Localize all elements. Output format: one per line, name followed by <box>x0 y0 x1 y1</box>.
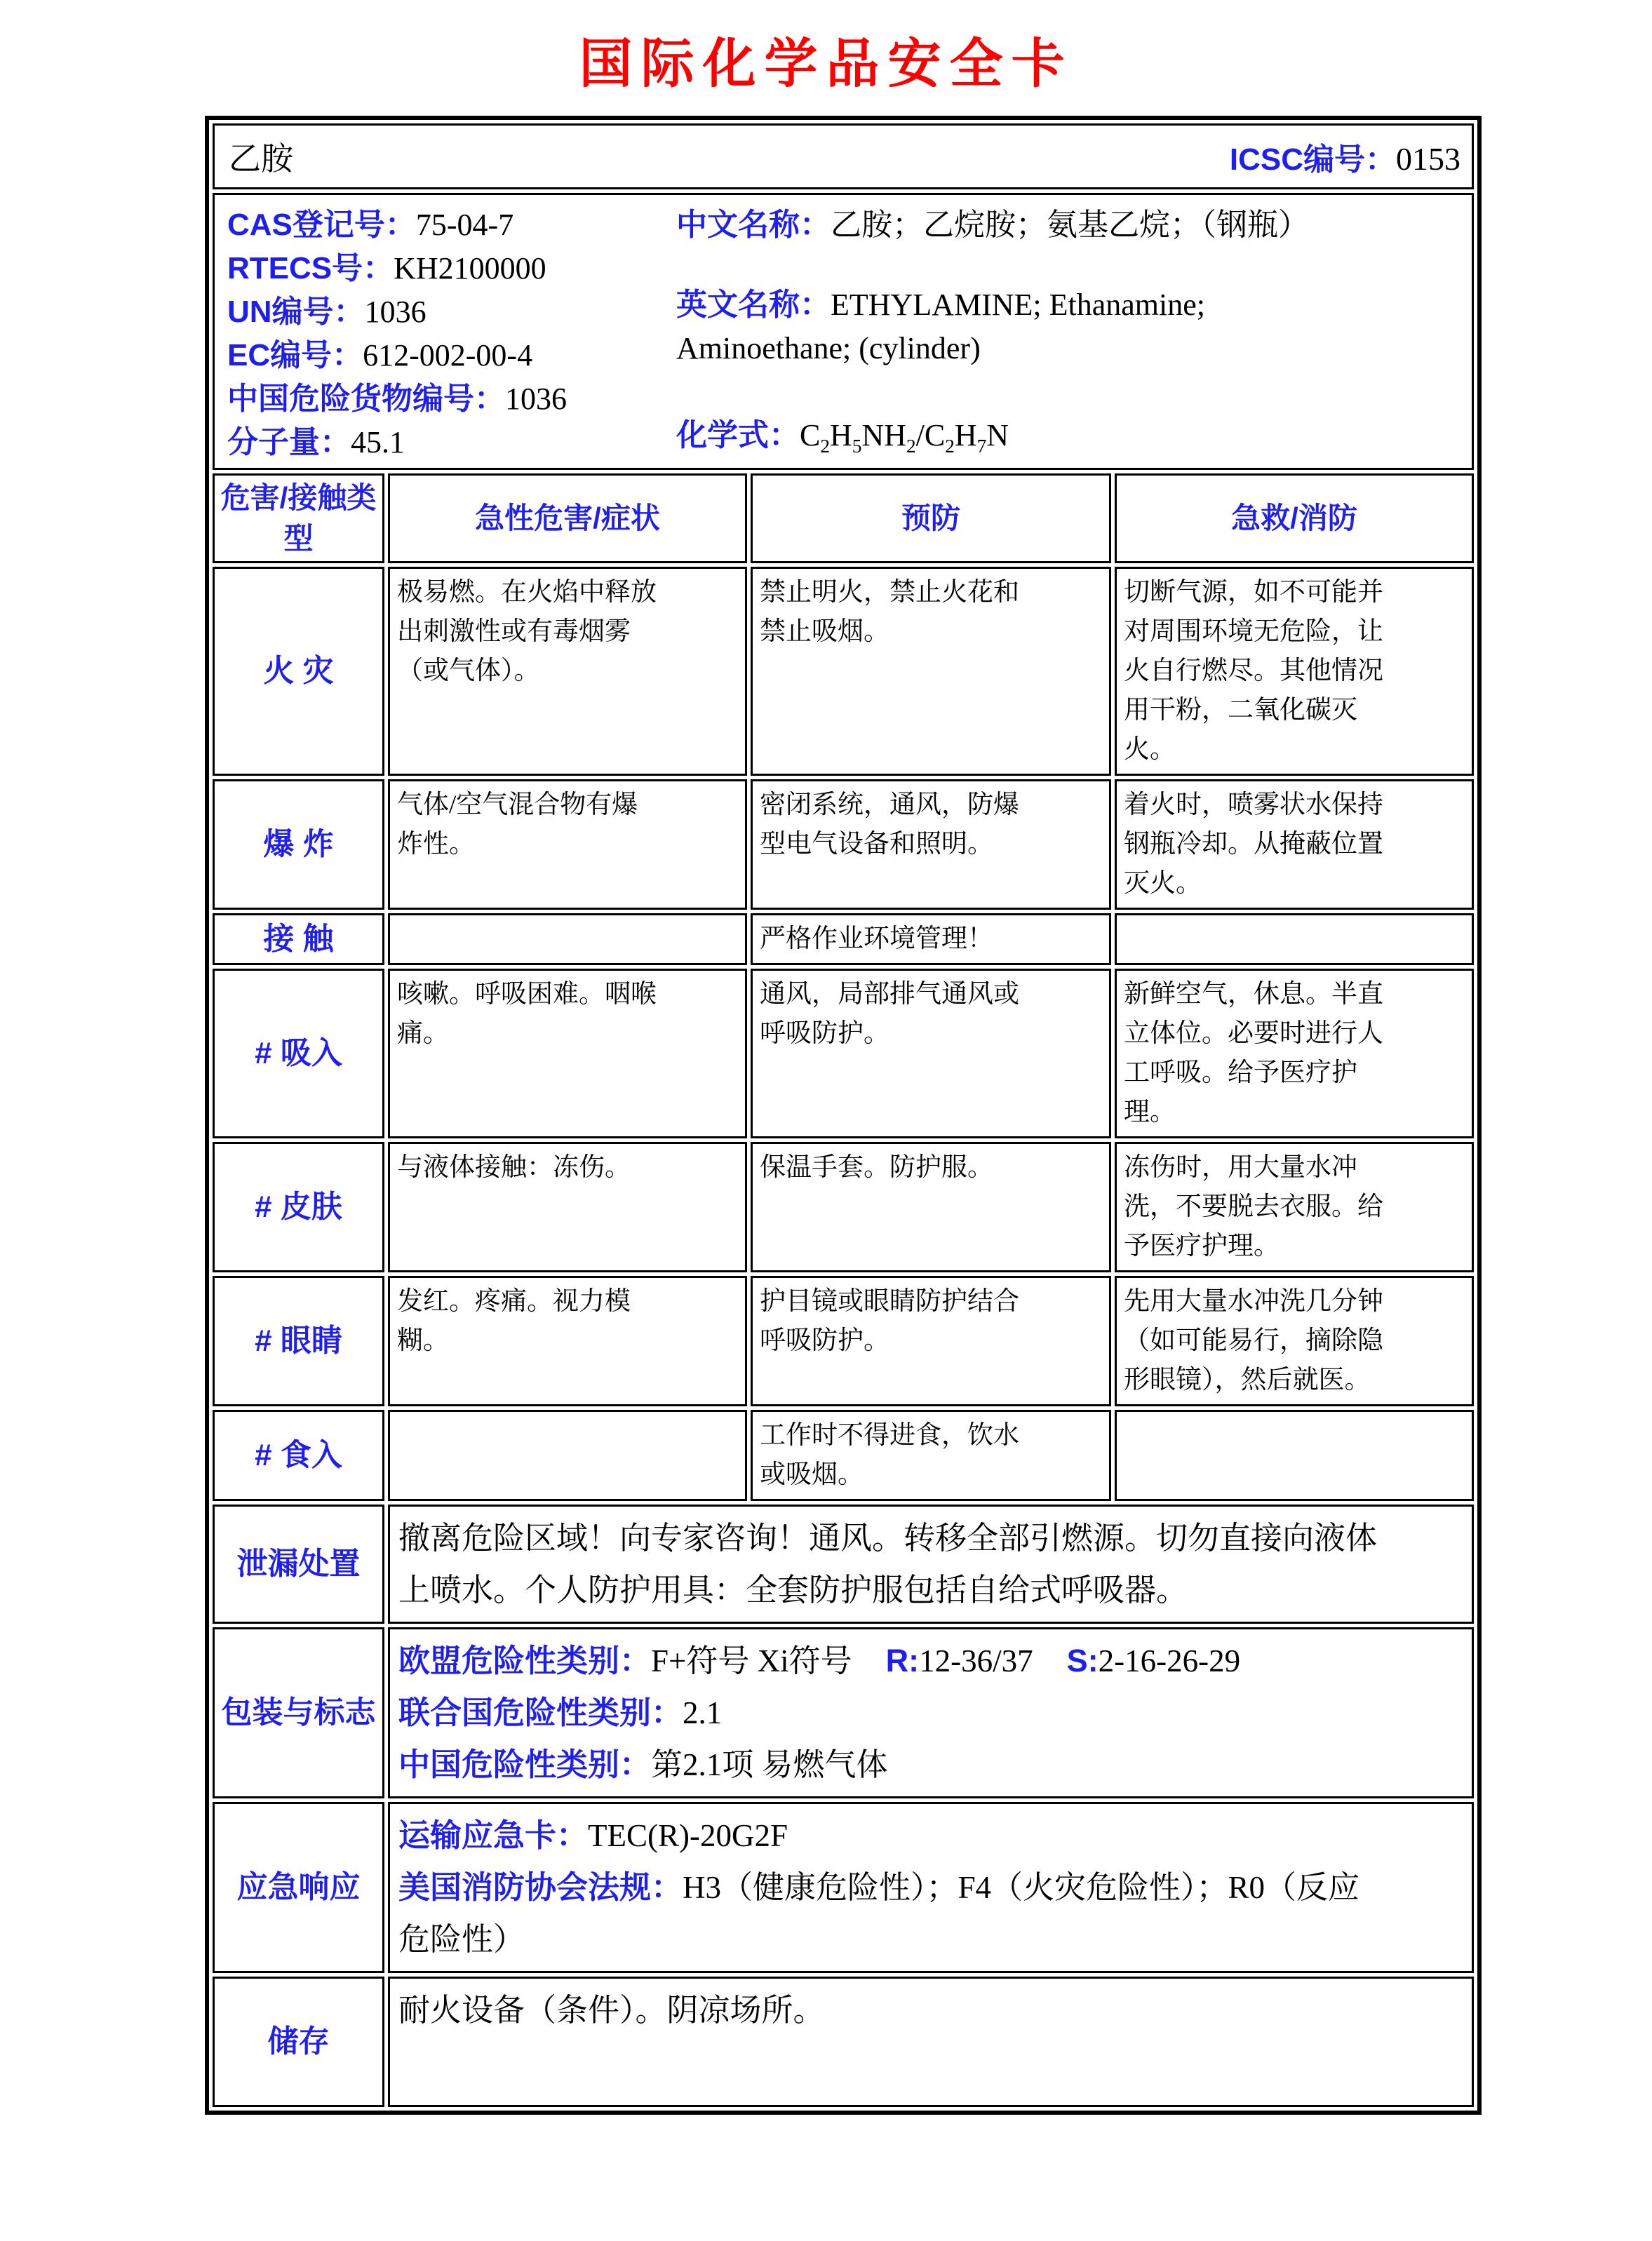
column-header-symptoms: 急性危害/症状 <box>388 473 747 563</box>
contact-prevention: 严格作业环境管理！ <box>751 913 1111 965</box>
registry-numbers <box>227 203 676 468</box>
explosion-response: 着火时，喷雾状水保持钢瓶冷却。从掩蔽位置灭火。 <box>1115 779 1474 910</box>
ingestion-symptoms <box>388 1410 747 1501</box>
row-label-explosion: 爆 炸 <box>213 779 384 910</box>
hazard-row-contact <box>213 913 1474 965</box>
eyes-response: 先用大量水冲洗几分钟（如可能易行，摘除隐形眼镜），然后就医。 <box>1115 1276 1474 1406</box>
rtecs-number-line: RTECS号：KH2100000 <box>227 251 546 285</box>
row-label-inhalation: # 吸入 <box>213 969 384 1138</box>
page-title: 国际化学品安全卡 <box>579 32 1073 95</box>
un-number-line: UN编号：1036 <box>227 295 427 329</box>
row-label-emergency: 应急响应 <box>213 1802 384 1973</box>
skin-symptoms: 与液体接触：冻伤。 <box>388 1142 747 1272</box>
icsc-card-table <box>205 116 1482 2115</box>
hazard-row-eyes <box>213 1276 1474 1406</box>
english-name-line2: Aminoethane; (cylinder) <box>676 331 981 365</box>
ingestion-response <box>1115 1410 1474 1501</box>
inhalation-symptoms: 咳嗽。呼吸困难。咽喉痛。 <box>388 969 747 1138</box>
row-label-fire: 火 灾 <box>213 567 384 776</box>
hazard-table-header-row <box>213 473 1474 563</box>
row-label-storage: 储存 <box>213 1977 384 2107</box>
column-header-prevention: 预防 <box>751 473 1111 563</box>
s-phrases-label: S: <box>1066 1642 1099 1678</box>
hazard-row-ingestion <box>213 1410 1474 1501</box>
fire-response: 切断气源，如不可能并对周围环境无危险，让火自行燃尽。其他情况用干粉，二氧化碳灭火。 <box>1115 567 1474 776</box>
emergency-response-row <box>213 1802 1474 1973</box>
nfpa-code-line: 美国消防协会法规：H3（健康危险性）；F4（火灾危险性）；R0（反应危险性） <box>398 1869 1360 1957</box>
hazard-row-inhalation <box>213 969 1474 1138</box>
eyes-symptoms: 发红。疼痛。视力模糊。 <box>388 1276 747 1406</box>
hazard-row-explosion <box>213 779 1474 910</box>
chemical-formula-label: 化学式： <box>676 418 800 452</box>
substance-name: 乙胺 <box>229 141 293 177</box>
ingestion-prevention: 工作时不得进食，饮水或吸烟。 <box>751 1410 1111 1501</box>
china-hazard-class-line: 中国危险性类别：第2.1项 易燃气体 <box>398 1746 888 1782</box>
skin-prevention: 保温手套。防护服。 <box>751 1142 1111 1272</box>
packaging-row <box>213 1627 1474 1798</box>
spillage-text: 撤离危险区域！向专家咨询！通风。转移全部引燃源。切勿直接向液体上喷水。个人防护用具：全套防护服包括自给式呼吸器。 <box>388 1505 1474 1624</box>
un-hazard-class-line: 联合国危险性类别：2.1 <box>398 1694 723 1730</box>
china-dg-number-line: 中国危险货物编号：1036 <box>227 382 567 416</box>
icsc-number-value: 0153 <box>1396 141 1460 177</box>
column-header-firstaid: 急救/消防 <box>1115 473 1474 563</box>
icsc-page <box>0 21 1652 2241</box>
row-label-eyes: # 眼睛 <box>213 1276 384 1406</box>
names-and-formula <box>676 203 1434 468</box>
skin-response: 冻伤时，用大量水冲洗，不要脱去衣服。给予医疗护理。 <box>1115 1142 1474 1272</box>
eyes-prevention: 护目镜或眼睛防护结合呼吸防护。 <box>751 1276 1111 1406</box>
chinese-name-line: 中文名称：乙胺；乙烷胺；氨基乙烷；（钢瓶） <box>676 208 1309 242</box>
hazard-row-skin <box>213 1142 1474 1272</box>
column-header-hazard-type: 危害/接触类型 <box>213 473 384 563</box>
chemical-formula-value: $C_2H_5NH_2/C_2H_7N$ <box>800 418 1009 457</box>
s-phrases-value: 2-16-26-29 <box>1098 1643 1241 1678</box>
explosion-prevention: 密闭系统，通风，防爆型电气设备和照明。 <box>751 779 1111 910</box>
identification-row <box>213 193 1474 470</box>
row-label-skin: # 皮肤 <box>213 1142 384 1272</box>
explosion-symptoms: 气体/空气混合物有爆炸性。 <box>388 779 747 910</box>
r-phrases-label: R: <box>885 1642 920 1678</box>
icsc-number-label: ICSC编号： <box>1229 142 1396 177</box>
fire-symptoms: 极易燃。在火焰中释放出刺激性或有毒烟雾（或气体）。 <box>388 567 747 776</box>
contact-symptoms <box>388 913 747 965</box>
r-phrases-value: 12-36/37 <box>919 1643 1033 1678</box>
row-label-spillage: 泄漏处置 <box>213 1505 384 1624</box>
icsc-number-group <box>1230 134 1460 179</box>
inhalation-prevention: 通风，局部排气通风或呼吸防护。 <box>751 969 1111 1138</box>
eu-hazard-class-line: 欧盟危险性类别：F+符号 Xi符号 R:12-36/37 S:2-16-26-29 <box>398 1642 1241 1678</box>
card-header-row <box>213 123 1474 189</box>
row-label-packaging: 包装与标志 <box>213 1627 384 1798</box>
english-name-line: 英文名称：ETHYLAMINE; Ethanamine; Aminoethane; (cylinder) <box>676 283 1434 370</box>
molecular-weight-line: 分子量：45.1 <box>227 425 405 459</box>
contact-response <box>1115 913 1474 965</box>
row-label-contact: 接 触 <box>213 913 384 965</box>
fire-prevention: 禁止明火，禁止火花和禁止吸烟。 <box>751 567 1111 776</box>
storage-text: 耐火设备（条件）。阴凉场所。 <box>388 1977 1474 2107</box>
ec-number-line: EC编号：612-002-00-4 <box>227 338 533 372</box>
cas-number-line: CAS登记号：75-04-7 <box>227 208 514 242</box>
hazard-row-fire <box>213 567 1474 776</box>
inhalation-response: 新鲜空气，休息。半直立体位。必要时进行人工呼吸。给予医疗护理。 <box>1115 969 1474 1138</box>
storage-row <box>213 1977 1474 2107</box>
transport-emergency-card-line: 运输应急卡：TEC(R)-20G2F <box>398 1817 788 1853</box>
row-label-ingestion: # 食入 <box>213 1410 384 1501</box>
chemical-formula-line <box>676 414 1434 468</box>
spillage-row <box>213 1505 1474 1624</box>
